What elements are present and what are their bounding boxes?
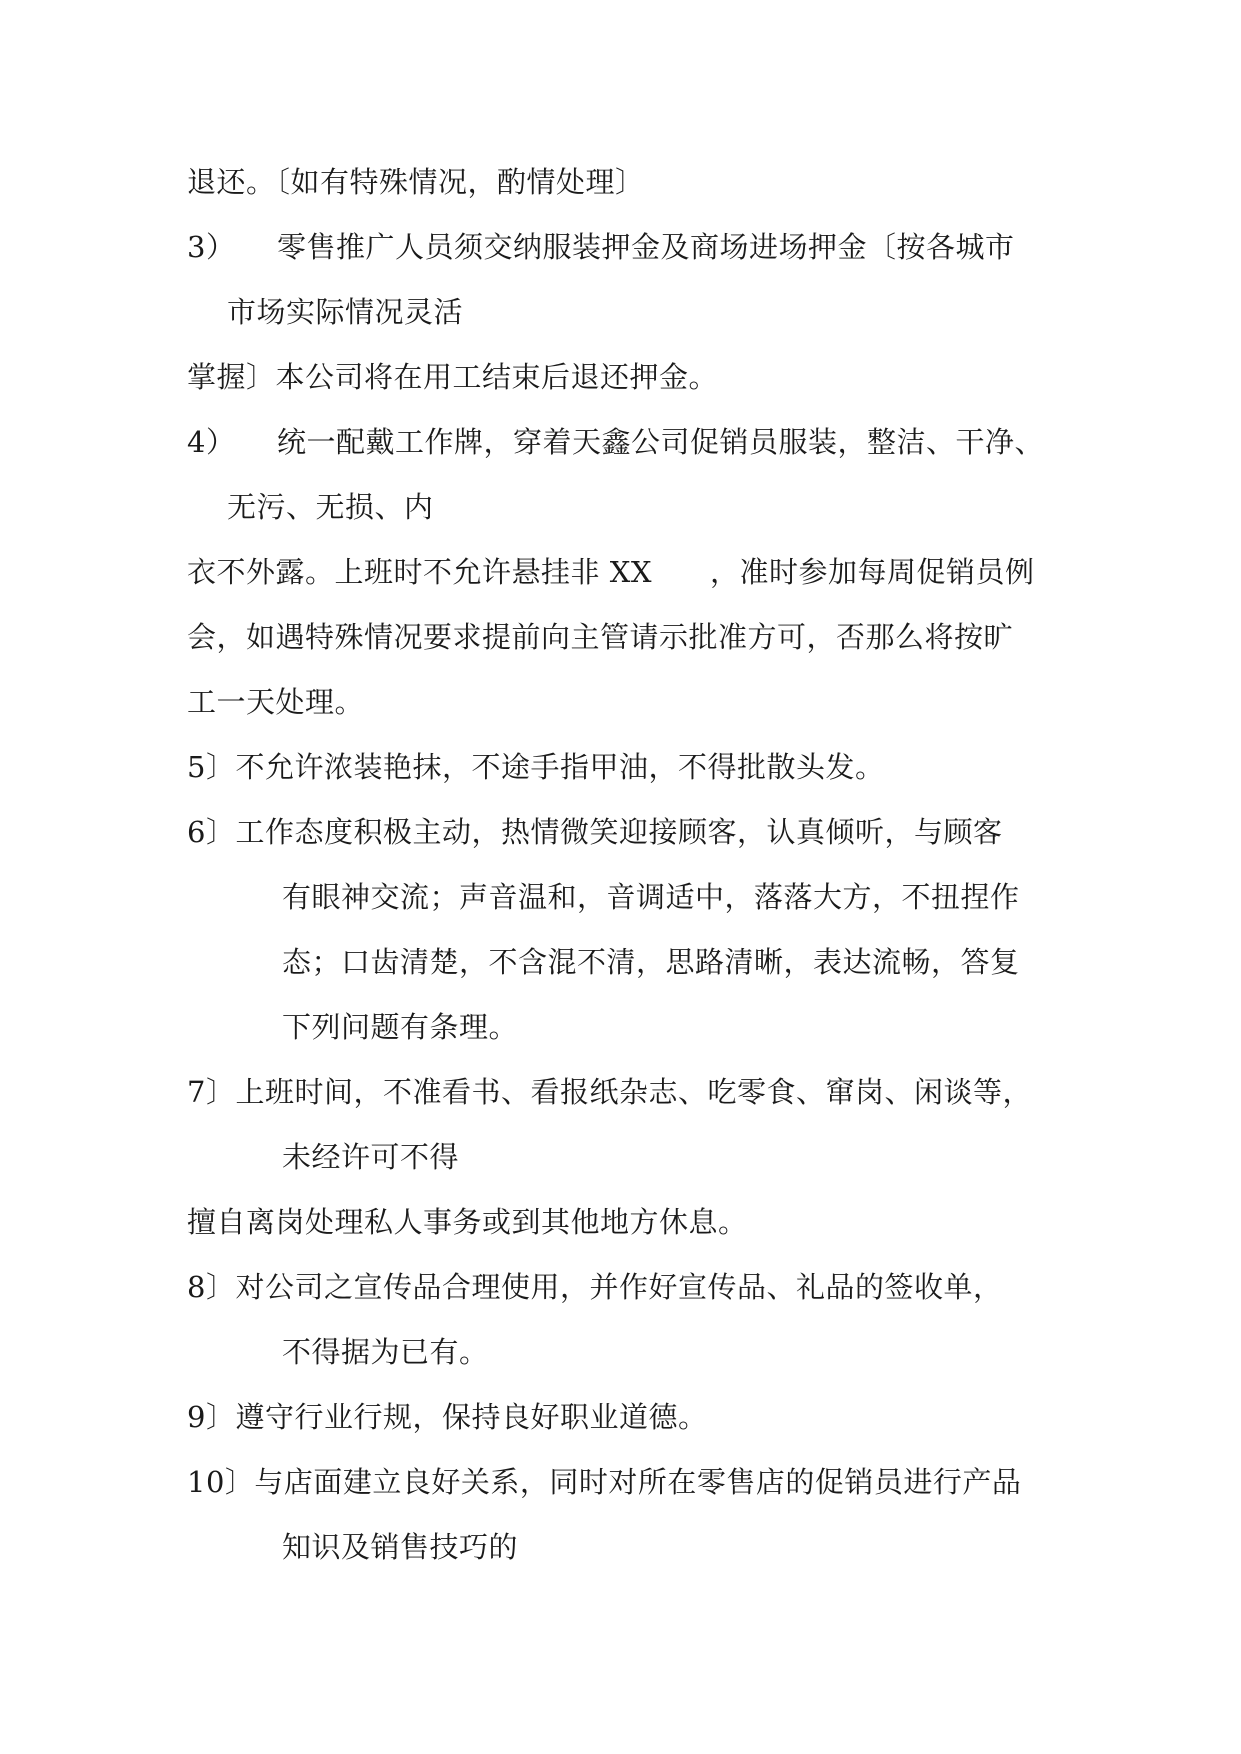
text-line: 工一天处理。 — [187, 685, 365, 719]
text-line: 未经许可不得 — [282, 1140, 460, 1174]
text-line: 会，如遇特殊情况要求提前向主管请示批准方可，否那么将按旷 — [187, 620, 1014, 654]
text-line: 有眼神交流；声音温和，音调适中，落落大方，不扭捏作 — [282, 880, 1020, 914]
text-line: 零售推广人员须交纳服装押金及商场进场押金〔按各城市 — [277, 230, 1015, 264]
list-number: 3） — [187, 230, 236, 264]
text-line: 市场实际情况灵活 — [227, 295, 464, 329]
text-line: 6〕工作态度积极主动，热情微笑迎接顾客，认真倾听，与顾客 — [187, 815, 1003, 849]
text-line: 态；口齿清楚，不含混不清，思路清晰，表达流畅，答复 — [282, 945, 1020, 979]
text-line: 8〕对公司之宣传品合理使用，并作好宣传品、礼品的签收单， — [187, 1270, 1003, 1304]
text-line: 9〕遵守行业行规，保持良好职业道德。 — [187, 1400, 708, 1434]
text-line: 退还。〔如有特殊情况，酌情处理〕 — [187, 165, 645, 199]
text-line: 5〕不允许浓装艳抹，不途手指甲油，不得批散头发。 — [187, 750, 885, 784]
text-line: 知识及销售技巧的 — [282, 1530, 519, 1564]
text-line: 10〕与店面建立良好关系，同时对所在零售店的促销员进行产品 — [187, 1465, 1022, 1499]
text-line: 擅自离岗处理私人事务或到其他地方休息。 — [187, 1205, 748, 1239]
text-line: 无污、无损、内 — [227, 490, 434, 524]
text-line: 掌握〕本公司将在用工结束后退还押金。 — [187, 360, 719, 394]
text-line: ，准时参加每周促销员例 — [710, 555, 1035, 589]
text-line: 衣不外露。上班时不允许悬挂非 XX — [187, 555, 653, 589]
text-line: 统一配戴工作牌，穿着天鑫公司促销员服装，整洁、干净、 — [277, 425, 1045, 459]
text-line: 不得据为已有。 — [282, 1335, 489, 1369]
list-number: 4） — [187, 425, 236, 459]
text-line: 下列问题有条理。 — [282, 1010, 519, 1044]
text-line: 7〕上班时间，不准看书、看报纸杂志、吃零食、窜岗、闲谈等， — [187, 1075, 1032, 1109]
